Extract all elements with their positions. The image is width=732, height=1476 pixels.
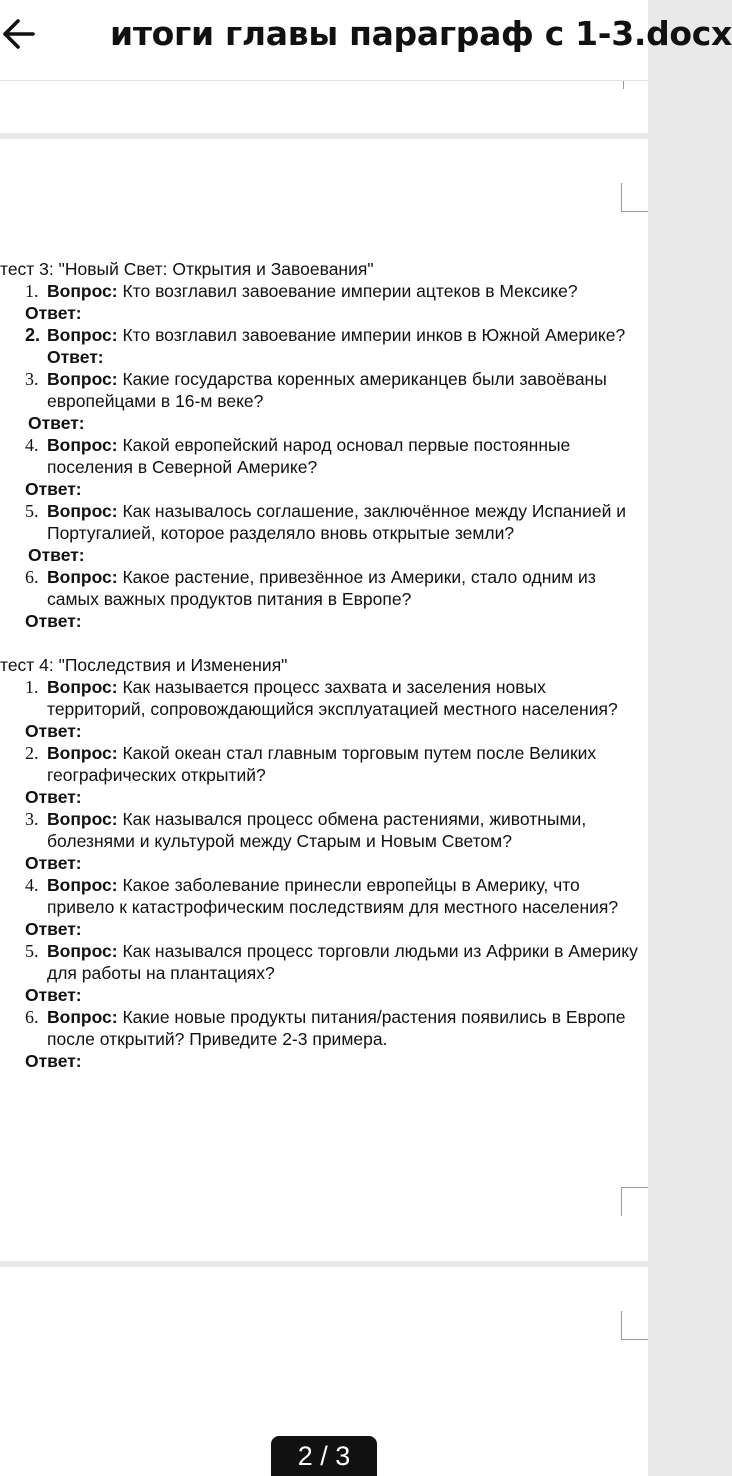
page-corner-mark [621,1187,648,1216]
question-label: Вопрос: [47,809,118,829]
question-text: Как называлось соглашение, заключённое между Испанией и Португалией, которое разделяло вновь открытые земли? [47,501,626,543]
question-number: 4. [25,875,39,895]
page-indicator: 2 / 3 [271,1436,377,1476]
top-bar [0,0,732,81]
question-list-test-4 [0,676,640,1072]
arrow-left-icon[interactable] [0,12,40,56]
question-text: Какой европейский народ основал первые постоянные поселения в Северной Америке? [47,435,571,477]
question-item [0,676,640,720]
question-label: Вопрос: [47,567,118,587]
question-item [0,280,640,302]
answer-label: Ответ: [25,721,82,741]
question-label: Вопрос: [47,1007,118,1027]
question-number: 1. [25,281,39,301]
question-text: Как назывался процесс торговли людьми из Африки в Америку для работы на плантациях? [47,941,638,983]
question-label: Вопрос: [47,875,118,895]
question-text: Какие новые продукты питания/растения появились в Европе после открытий? Приведите 2-3 примера. [47,1007,626,1049]
question-list-test-3 [0,280,640,632]
question-number: 3. [25,369,39,389]
answer-label: Ответ: [25,985,82,1005]
document-page-1[interactable] [0,81,648,133]
question-item [0,500,640,544]
question-number: 5. [25,501,39,521]
page-corner-mark [623,81,624,89]
page-corner-mark [621,1311,648,1340]
section-heading-test-4: тест 4: "Последствия и Изменения" [0,655,288,675]
answer-label: Ответ: [25,611,82,631]
document-title: итоги главы параграф с 1-3.docx [110,14,732,53]
question-number: 6. [25,1007,39,1027]
question-label: Вопрос: [47,743,118,763]
answer-label: Ответ: [25,479,82,499]
question-label: Вопрос: [47,501,118,521]
question-item [0,808,640,852]
answer-label: Ответ: [25,787,82,807]
question-label: Вопрос: [47,325,118,345]
question-number: 4. [25,435,39,455]
question-number: 6. [25,567,39,587]
question-label: Вопрос: [47,677,118,697]
question-text: Какие государства коренных американцев были завоёваны европейцами в 16-м веке? [47,369,607,411]
question-label: Вопрос: [47,281,118,301]
question-text: Как назывался процесс обмена растениями, животными, болезнями и культурой между Старым и Новым Светом? [47,809,587,851]
answer-label: Ответ: [47,347,104,367]
question-number: 2. [25,743,39,763]
question-item [0,1006,640,1050]
answer-label: Ответ: [28,413,85,433]
answer-label: Ответ: [25,919,82,939]
answer-label: Ответ: [25,1051,82,1071]
page-content [0,258,640,1072]
question-label: Вопрос: [47,369,118,389]
question-text: Какое заболевание принесли европейцы в Америку, что привело к катастрофическим последствиям для местного населения? [47,875,619,917]
question-label: Вопрос: [47,941,118,961]
question-label: Вопрос: [47,435,118,455]
section-heading-test-3: тест 3: "Новый Свет: Открытия и Завоевания" [0,259,374,279]
answer-label: Ответ: [25,853,82,873]
answer-label: Ответ: [28,545,85,565]
question-number: 2. [25,325,41,345]
page-corner-mark [621,183,648,212]
question-text: Какой океан стал главным торговым путем после Великих географических открытий? [47,743,597,785]
document-page-2[interactable] [0,139,648,1261]
question-number: 5. [25,941,39,961]
question-item [0,368,640,412]
question-item [0,940,640,984]
question-item [0,434,640,478]
question-text: Кто возглавил завоевание империи инков в Южной Америке? [117,325,626,345]
question-text: Какое растение, привезённое из Америки, стало одним из самых важных продуктов питания в Европе? [47,567,596,609]
question-item [0,742,640,786]
question-number: 3. [25,809,39,829]
answer-label: Ответ: [25,303,82,323]
question-number: 1. [25,677,39,697]
question-text: Как называется процесс захвата и заселения новых территорий, сопровождающийся эксплуатацией местного населения? [47,677,618,719]
question-item [0,874,640,918]
question-text: Кто возглавил завоевание империи ацтеков в Мексике? [117,281,578,301]
question-item [0,324,640,368]
question-item [0,566,640,610]
